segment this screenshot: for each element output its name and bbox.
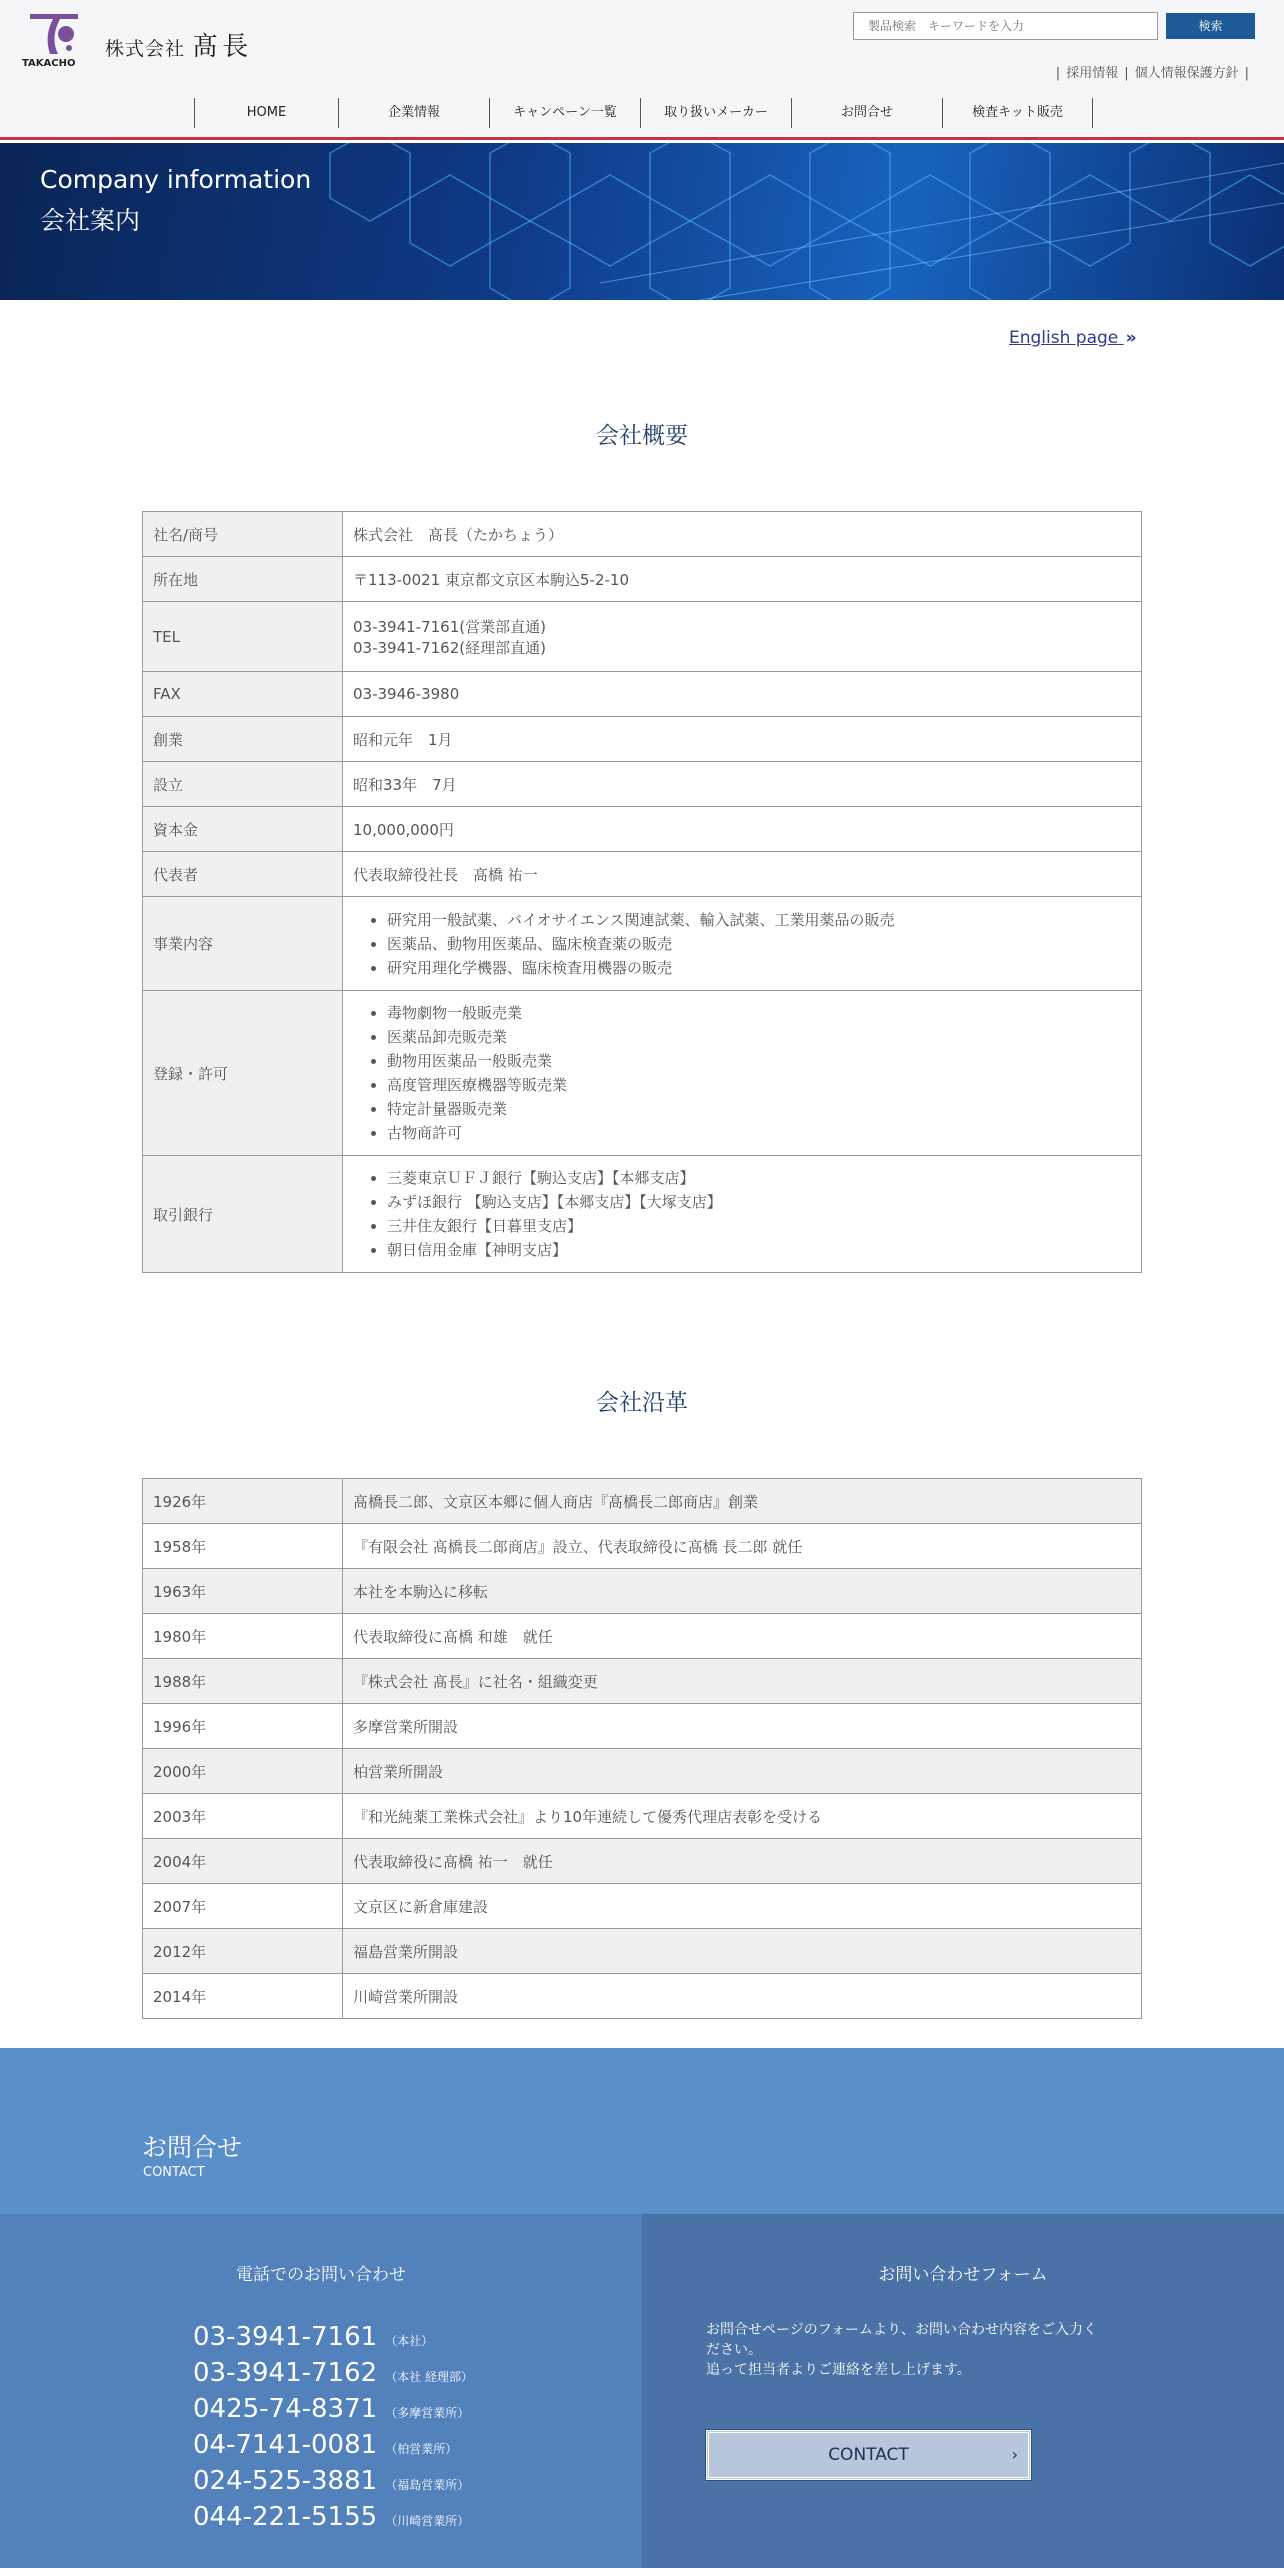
row-key: 取引銀行 <box>143 1156 343 1273</box>
list-item: • 研究用理化学機器、臨床検査用機器の販売 <box>387 956 1131 980</box>
history-event: 文京区に新倉庫建設 <box>343 1884 1142 1929</box>
form-contact-panel <box>642 2214 1284 2568</box>
table-row <box>143 1929 1142 1974</box>
row-value <box>343 602 1142 672</box>
table-row <box>143 1569 1142 1614</box>
chevron-right-icon: › <box>1011 2445 1018 2464</box>
table-row <box>143 1794 1142 1839</box>
list-item: • 毒物劇物一般販売業 <box>387 1001 1131 1025</box>
phone-list <box>193 2322 473 2538</box>
row-key: 所在地 <box>143 557 343 602</box>
row-value: 昭和33年 7月 <box>343 762 1142 807</box>
nav-campaigns[interactable]: キャンペーン一覧 <box>489 98 640 128</box>
table-row <box>143 991 1142 1156</box>
table-row <box>143 762 1142 807</box>
history-year: 1980年 <box>143 1614 343 1659</box>
company-overview-table <box>142 511 1142 1273</box>
hero-banner <box>0 143 1284 300</box>
history-year: 2007年 <box>143 1884 343 1929</box>
contact-button[interactable] <box>706 2430 1031 2480</box>
tel-accounting: 03-3941-7162(経理部直通) <box>353 638 546 657</box>
english-page-label: English page <box>1009 328 1119 348</box>
table-row <box>143 897 1142 991</box>
table-row <box>143 1614 1142 1659</box>
table-row <box>143 852 1142 897</box>
list-item: • 医薬品卸売販売業 <box>387 1025 1131 1049</box>
english-page-link[interactable] <box>1009 328 1137 348</box>
utility-links: | 採用情報 | 個人情報保護方針 | <box>1055 66 1249 81</box>
table-row <box>143 1156 1142 1273</box>
table-row <box>143 1659 1142 1704</box>
form-contact-title: お問い合わせフォーム <box>878 2265 1048 2285</box>
list-item: • 医薬品、動物用医薬品、臨床検査薬の販売 <box>387 932 1131 956</box>
overview-title: 会社概要 <box>596 423 688 449</box>
contact-header-band <box>0 2048 1284 2214</box>
company-history-table <box>142 1478 1142 2019</box>
phone-number[interactable]: 044-221-5155 <box>193 2502 378 2532</box>
business-list <box>353 908 1131 980</box>
history-event: 『和光純薬工業株式会社』より10年連続して優秀代理店表彰を受ける <box>343 1794 1142 1839</box>
hero-title-en: Company information <box>40 165 312 194</box>
table-row <box>143 602 1142 672</box>
history-event: 『株式会社 髙長』に社名・組織変更 <box>343 1659 1142 1704</box>
hero-title-ja: 会社案内 <box>40 206 141 235</box>
history-year: 1958年 <box>143 1524 343 1569</box>
row-value: 10,000,000円 <box>343 807 1142 852</box>
list-item: • 研究用一般試薬、バイオサイエンス関連試薬、輸入試薬、工業用薬品の販売 <box>387 908 1131 932</box>
phone-number[interactable]: 024-525-3881 <box>193 2466 378 2496</box>
list-item: • 三井住友銀行【日暮里支店】 <box>387 1214 1131 1238</box>
list-item: • 三菱東京ＵＦＪ銀行【駒込支店】【本郷支店】 <box>387 1166 1131 1190</box>
row-key: FAX <box>143 672 343 717</box>
logo-name <box>105 26 252 63</box>
list-item: • 動物用医薬品一般販売業 <box>387 1049 1131 1073</box>
company-logo[interactable] <box>20 8 270 70</box>
history-year: 1926年 <box>143 1479 343 1524</box>
phone-entry[interactable] <box>193 2430 473 2466</box>
double-chevron-right-icon: » <box>1125 328 1137 348</box>
history-year: 2012年 <box>143 1929 343 1974</box>
phone-number[interactable]: 0425-74-8371 <box>193 2394 378 2424</box>
row-value: 株式会社 髙長（たかちょう） <box>343 512 1142 557</box>
logo-sub-text: TAKACHO <box>22 58 76 69</box>
table-row <box>143 557 1142 602</box>
table-row <box>143 717 1142 762</box>
table-row <box>143 807 1142 852</box>
table-row <box>143 1839 1142 1884</box>
search-button[interactable]: 検索 <box>1166 13 1255 39</box>
history-title: 会社沿革 <box>596 1390 688 1416</box>
phone-entry[interactable] <box>193 2466 473 2502</box>
history-year: 2003年 <box>143 1794 343 1839</box>
nav-makers[interactable]: 取り扱いメーカー <box>640 98 791 128</box>
history-event: 福島営業所開設 <box>343 1929 1142 1974</box>
row-key: 資本金 <box>143 807 343 852</box>
site-header <box>0 0 1284 140</box>
row-key: 登録・許可 <box>143 991 343 1156</box>
row-value: 昭和元年 1月 <box>343 717 1142 762</box>
search-input[interactable] <box>853 12 1158 40</box>
phone-label: （多摩営業所） <box>385 2406 470 2420</box>
phone-label: （川崎営業所） <box>385 2514 470 2528</box>
history-event: 本社を本駒込に移転 <box>343 1569 1142 1614</box>
form-text-line: お問合せページのフォームより、お問い合わせ内容をご入力ください。 <box>706 2322 1098 2358</box>
contact-subtitle: CONTACT <box>143 2165 205 2180</box>
row-value: 〒113-0021 東京都文京区本駒込5-2-10 <box>343 557 1142 602</box>
nav-test-kits[interactable]: 検査キット販売 <box>942 98 1093 128</box>
history-event: 髙橋長二郎、文京区本郷に個人商店『髙橋長二郎商店』創業 <box>343 1479 1142 1524</box>
nav-company-info[interactable]: 企業情報 <box>338 98 489 128</box>
privacy-policy-link[interactable]: 個人情報保護方針 <box>1134 66 1239 81</box>
table-row <box>143 1749 1142 1794</box>
row-key: 創業 <box>143 717 343 762</box>
nav-contact[interactable]: お問合せ <box>791 98 942 128</box>
recruit-link[interactable]: 採用情報 <box>1066 66 1119 81</box>
phone-label: （本社） <box>385 2334 434 2348</box>
phone-number[interactable]: 03-3941-7162 <box>193 2358 378 2388</box>
contact-button-label: CONTACT <box>828 2445 909 2465</box>
row-key: 設立 <box>143 762 343 807</box>
row-key: TEL <box>143 602 343 672</box>
phone-number[interactable]: 04-7141-0081 <box>193 2430 378 2460</box>
tel-sales: 03-3941-7161(営業部直通) <box>353 617 546 636</box>
row-value <box>343 991 1142 1156</box>
table-row <box>143 1884 1142 1929</box>
table-row <box>143 1479 1142 1524</box>
phone-entry[interactable] <box>193 2394 473 2430</box>
history-event: 柏営業所開設 <box>343 1749 1142 1794</box>
phone-contact-title: 電話でのお問い合わせ <box>236 2265 406 2285</box>
phone-entry[interactable] <box>193 2322 473 2358</box>
row-value: 03-3946-3980 <box>343 672 1142 717</box>
phone-entry[interactable] <box>193 2358 473 2394</box>
contact-title: お問合せ <box>142 2133 243 2162</box>
form-text-line: 追って担当者よりご連絡を差し上げます。 <box>706 2362 971 2378</box>
history-year: 2000年 <box>143 1749 343 1794</box>
table-row <box>143 1704 1142 1749</box>
history-event: 川崎営業所開設 <box>343 1974 1142 2019</box>
history-year: 2014年 <box>143 1974 343 2019</box>
phone-label: （本社 経理部） <box>385 2370 474 2384</box>
table-row <box>143 1974 1142 2019</box>
history-year: 1988年 <box>143 1659 343 1704</box>
nav-home[interactable]: HOME <box>194 98 338 128</box>
history-year: 1963年 <box>143 1569 343 1614</box>
history-event: 多摩営業所開設 <box>343 1704 1142 1749</box>
list-item: • みずほ銀行 【駒込支店】【本郷支店】【大塚支店】 <box>387 1190 1131 1214</box>
list-item: • 朝日信用金庫【神明支店】 <box>387 1238 1131 1262</box>
list-item: • 高度管理医療機器等販売業 <box>387 1073 1131 1097</box>
table-row <box>143 672 1142 717</box>
phone-entry[interactable] <box>193 2502 473 2538</box>
list-item: • 古物商許可 <box>387 1121 1131 1145</box>
history-year: 1996年 <box>143 1704 343 1749</box>
takacho-logo-icon <box>20 8 100 70</box>
row-key: 代表者 <box>143 852 343 897</box>
history-event: 『有限会社 髙橋長二郎商店』設立、代表取締役に髙橋 長二郎 就任 <box>343 1524 1142 1569</box>
history-year: 2004年 <box>143 1839 343 1884</box>
row-value <box>343 897 1142 991</box>
row-key: 事業内容 <box>143 897 343 991</box>
table-row <box>143 512 1142 557</box>
phone-label: （柏営業所） <box>385 2442 458 2456</box>
logo-text: 株式会社 <box>105 38 186 60</box>
row-key: 社名/商号 <box>143 512 343 557</box>
global-nav <box>194 98 1093 128</box>
row-value: 代表取締役社長 髙橋 祐一 <box>343 852 1142 897</box>
license-list <box>353 1001 1131 1145</box>
bank-list <box>353 1166 1131 1262</box>
list-item: • 特定計量器販売業 <box>387 1097 1131 1121</box>
history-event: 代表取締役に髙橋 和雄 就任 <box>343 1614 1142 1659</box>
phone-label: （福島営業所） <box>385 2478 470 2492</box>
table-row <box>143 1524 1142 1569</box>
phone-contact-panel <box>0 2214 642 2568</box>
row-value <box>343 1156 1142 1273</box>
form-contact-description <box>706 2320 1106 2380</box>
phone-number[interactable]: 03-3941-7161 <box>193 2322 378 2352</box>
history-event: 代表取締役に髙橋 祐一 就任 <box>343 1839 1142 1884</box>
logo-brand: 髙長 <box>192 32 253 62</box>
